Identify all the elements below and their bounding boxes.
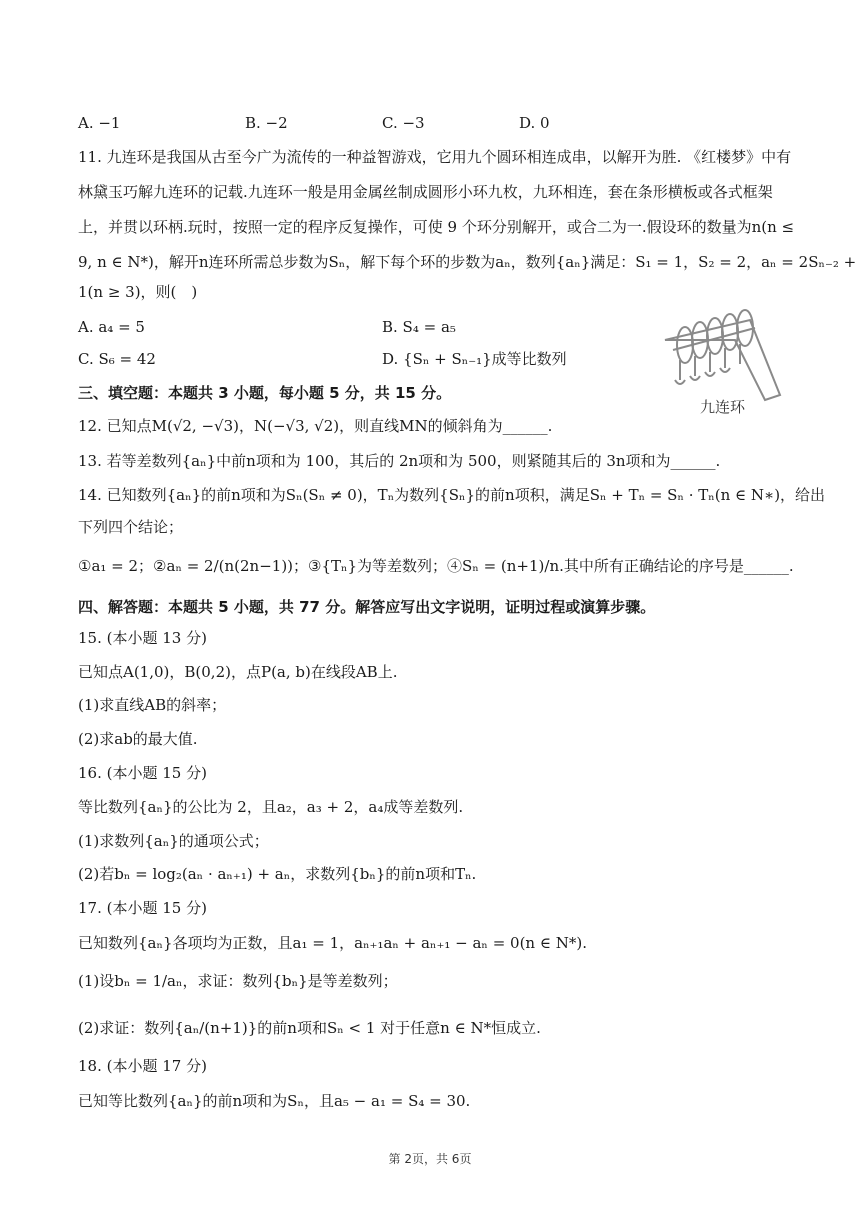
- q15-stem: 已知点A(1,0)，B(0,2)，点P(a, b)在线段AB上.: [78, 663, 398, 681]
- q13: 13. 若等差数列{aₙ}中前n项和为 100，其后的 2n项和为 500，则紧随其后的 3n项和为______.: [78, 452, 721, 470]
- page-footer: 第 2页，共 6页: [388, 1152, 472, 1166]
- q12: 12. 已知点M(√2, −√3)，N(−√3, √2)，则直线MN的倾斜角为______.: [78, 417, 553, 435]
- q16-part1: (1)求数列{aₙ}的通项公式；: [78, 832, 269, 850]
- q16-head: 16. (本小题 15 分): [78, 764, 207, 782]
- q11-option-c: C. S₆ = 42: [78, 350, 156, 368]
- option-c: C. −3: [382, 114, 425, 132]
- q15-part2: (2)求ab的最大值.: [78, 730, 198, 748]
- q11-option-d: D. {Sₙ + Sₙ₋₁}成等比数列: [382, 350, 567, 368]
- q11-line: 林黛玉巧解九连环的记载.九连环一般是用金属丝制成圆形小环九枚，九环相连，套在条形横板或各式框架: [78, 183, 773, 201]
- q16-stem: 等比数列{aₙ}的公比为 2，且a₂，a₃ + 2，a₄成等差数列.: [78, 798, 464, 816]
- q17-head: 17. (本小题 15 分): [78, 899, 207, 917]
- q15-head: 15. (本小题 13 分): [78, 629, 207, 647]
- section-header-solutions: 四、解答题：本题共 5 小题，共 77 分。解答应写出文字说明，证明过程或演算步骤。: [78, 598, 656, 616]
- option-a: A. −1: [78, 114, 121, 132]
- figure-caption: 九连环: [700, 398, 746, 416]
- q17-part1: (1)设bₙ = 1/aₙ，求证：数列{bₙ}是等差数列；: [78, 972, 398, 990]
- q14-line: 14. 已知数列{aₙ}的前n项和为Sₙ(Sₙ ≠ 0)，Tₙ为数列{Sₙ}的前n项积，满足Sₙ + Tₙ = Sₙ · Tₙ(n ∈ N∗)，给出: [78, 486, 826, 504]
- q11-line: 1(n ≥ 3)，则( ): [78, 283, 198, 301]
- option-d: D. 0: [519, 114, 550, 132]
- q11-line: 9, n ∈ N*)，解开n连环所需总步数为Sₙ，解下每个环的步数为aₙ，数列{aₙ}满足：S₁ = 1，S₂ = 2，aₙ = 2Sₙ₋₂ +: [78, 253, 857, 271]
- q17-stem: 已知数列{aₙ}各项均为正数，且a₁ = 1，aₙ₊₁aₙ + aₙ₊₁ − aₙ = 0(n ∈ N*).: [78, 934, 587, 952]
- q14-line: 下列四个结论；: [78, 518, 184, 536]
- q18-stem: 已知等比数列{aₙ}的前n项和为Sₙ，且a₅ − a₁ = S₄ = 30.: [78, 1092, 471, 1110]
- q11-option-a: A. a₄ = 5: [78, 318, 145, 336]
- q18-head: 18. (本小题 17 分): [78, 1057, 207, 1075]
- section-header-fill-in: 三、填空题：本题共 3 小题，每小题 5 分，共 15 分。: [78, 384, 452, 402]
- q15-part1: (1)求直线AB的斜率；: [78, 696, 227, 714]
- q14-line: ①a₁ = 2；②aₙ = 2/(n(2n−1))；③{Tₙ}为等差数列；④Sₙ = (n+1)/n.其中所有正确结论的序号是______.: [78, 557, 794, 575]
- q11-option-b: B. S₄ = a₅: [382, 318, 456, 336]
- option-b: B. −2: [245, 114, 288, 132]
- q11-line: 11. 九连环是我国从古至今广为流传的一种益智游戏，它用九个圆环相连成串，以解开为胜. 《红楼梦》中有: [78, 148, 792, 166]
- q17-part2: (2)求证：数列{aₙ/(n+1)}的前n项和Sₙ < 1 对于任意n ∈ N*恒成立.: [78, 1019, 541, 1037]
- q16-part2: (2)若bₙ = log₂(aₙ · aₙ₊₁) + aₙ，求数列{bₙ}的前n项和Tₙ.: [78, 865, 477, 883]
- q11-line: 上，并贯以环柄.玩时，按照一定的程序反复操作，可使 9 个环分别解开，或合二为一.假设环的数量为n(n ≤: [78, 218, 795, 236]
